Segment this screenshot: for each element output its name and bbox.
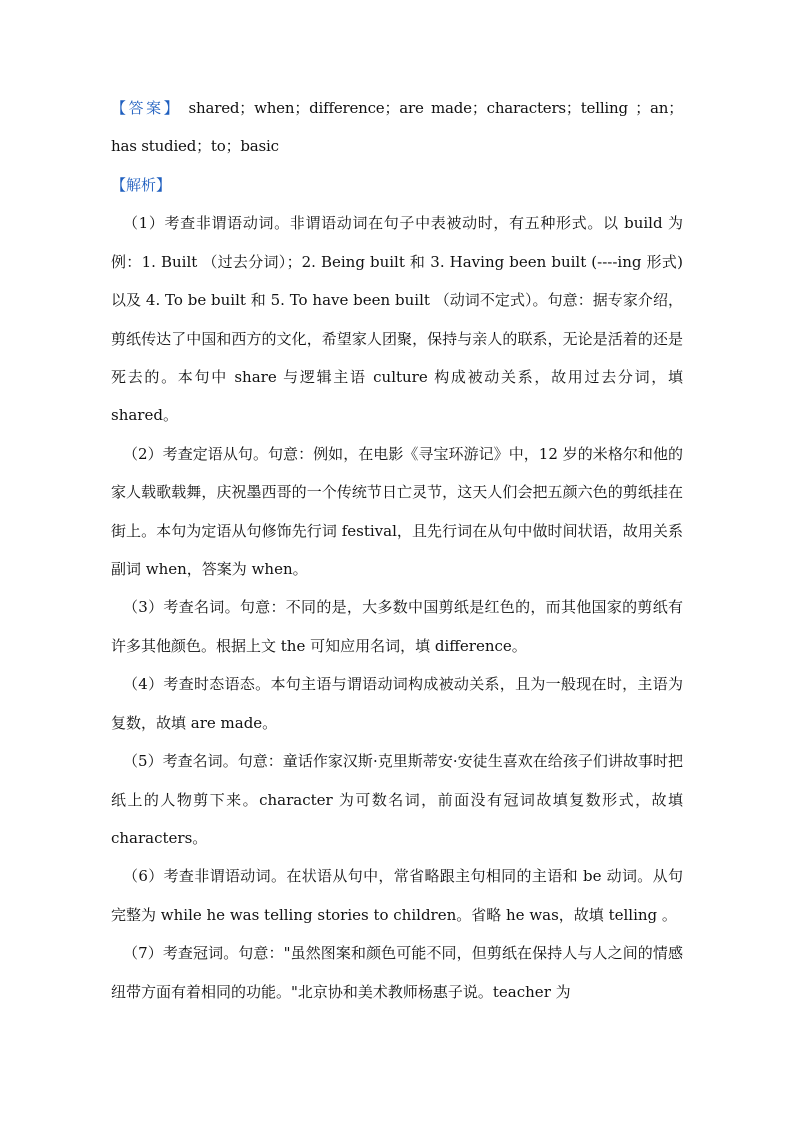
analysis-item-2: （2）考查定语从句。句意：例如，在电影《寻宝环游记》中，12 岁的米格尔和他的家人载歌载舞，庆祝墨西哥的一个传统节日亡灵节，这天人们会把五颜六色的剪纸挂在街上。本句为定语从句修饰先行词 festival，且先行词在从句中做时间状语，故用关系副词 when，答案为 when。 (111, 444, 683, 579)
analysis-item-6: （6）考查非谓语动词。在状语从句中，常省略跟主句相同的主语和 be 动词。从句完整为 while he was telling stories to children。省略 he was，故填 telling 。 (111, 867, 683, 924)
analysis-item-4: （4）考查时态语态。本句主语与谓语动词构成被动关系，且为一般现在时，主语为复数，故填 are made。 (111, 675, 683, 732)
answer-paragraph (111, 89, 683, 166)
analysis-item-3: （3）考查名词。句意：不同的是，大多数中国剪纸是红色的，而其他国家的剪纸有许多其他颜色。根据上文 the 可知应用名词，填 difference。 (111, 598, 683, 655)
analysis-item-5: （5）考查名词。句意：童话作家汉斯·克里斯蒂安·安徒生喜欢在给孩子们讲故事时把纸上的人物剪下来。character 为可数名词，前面没有冠词故填复数形式，故填 characters。 (111, 752, 683, 847)
analysis-item-7: （7）考查冠词。句意："虽然图案和颜色可能不同，但剪纸在保持人与人之间的情感纽带方面有着相同的功能。"北京协和美术教师杨惠子说。teacher 为 (111, 944, 683, 1001)
answer-section (111, 89, 683, 166)
analysis-section (111, 166, 683, 1011)
answer-label: 【答案】 (111, 99, 182, 117)
analysis-label: 【解析】 (111, 176, 172, 194)
analysis-heading (111, 166, 683, 204)
analysis-item-1: （1）考查非谓语动词。非谓语动词在句子中表被动时，有五种形式。以 build 为例：1. Built （过去分词）；2. Being built 和 3. Having been built (----ing 形式) 以及 4. To be built 和 5. To have been built （动词不定式）。句意：据专家介绍，剪纸传达了中国和西方的文化，希望家人团聚，保持与亲人的联系，无论是活着的还是死去的。本句中 share 与逻辑主语 culture 构成被动关系，故用过去分词，填 shared。 (111, 214, 683, 425)
answer-text: shared；when；difference；are made；characters；telling ；an；has studied；to；basic (111, 99, 684, 156)
